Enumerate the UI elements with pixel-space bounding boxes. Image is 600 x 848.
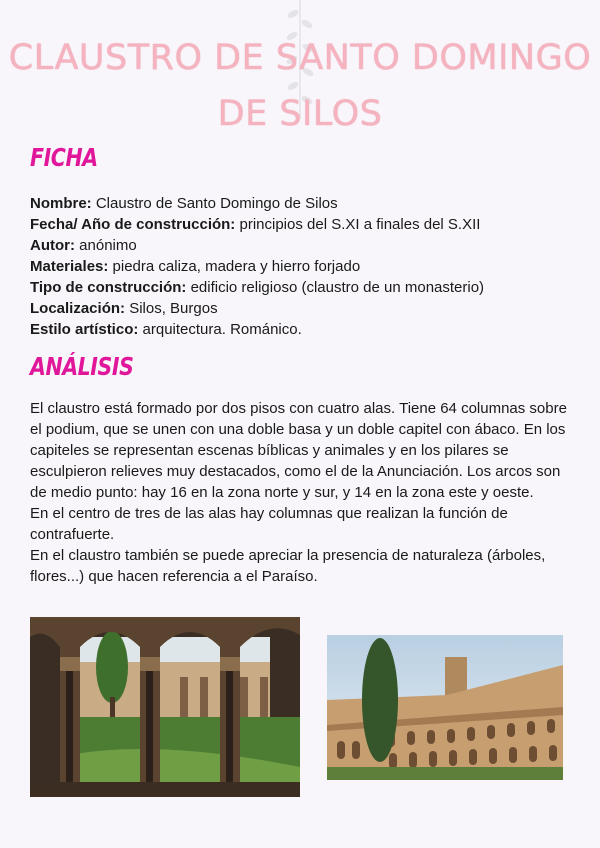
- analisis-paragraph: En el centro de tres de las alas hay columnas que realizan la función de contrafuerte.: [30, 505, 508, 543]
- ficha-row-nombre: [30, 193, 575, 214]
- ficha-value: anónimo: [75, 237, 137, 254]
- analisis-heading: ANÁLISIS: [30, 352, 134, 381]
- ficha-value: arquitectura. Románico.: [138, 321, 302, 338]
- ficha-label: Localización:: [30, 300, 126, 317]
- analisis-paragraph: En el claustro también se puede apreciar la presencia de naturaleza (árboles, flores...) que hacen referencia a el Paraíso.: [30, 547, 546, 585]
- ficha-row-autor: [30, 235, 575, 256]
- ficha-row-fecha: [30, 214, 575, 235]
- ficha-label: Autor:: [30, 237, 75, 254]
- ficha-list: [30, 193, 575, 340]
- ficha-value: Silos, Burgos: [125, 300, 218, 317]
- ficha-label: Nombre:: [30, 195, 92, 212]
- ficha-value: principios del S.XI a finales del S.XII: [235, 216, 481, 233]
- ficha-label: Tipo de construcción:: [30, 279, 187, 296]
- ficha-label: Materiales:: [30, 258, 109, 275]
- cloister-courtyard-photo: [327, 635, 563, 780]
- ficha-row-localizacion: [30, 298, 575, 319]
- ficha-row-materiales: [30, 256, 575, 277]
- ficha-value: edificio religioso (claustro de un monasterio): [186, 279, 485, 296]
- ficha-heading: FICHA: [30, 143, 98, 172]
- ficha-label: Estilo artístico:: [30, 321, 139, 338]
- analisis-paragraph: El claustro está formado por dos pisos con cuatro alas. Tiene 64 columnas sobre el podium, que se unen con una doble basa y un doble capitel con ábaco. En los capiteles se representan escenas bíblicas y animales y en los pilares se esculpieron relieves muy destacados, como el de la Anunciación. Los arcos son de medio punto: hay 16 en la zona norte y sur, y 14 en la zona este y oeste.: [30, 400, 567, 501]
- ficha-label: Fecha/ Año de construcción:: [30, 216, 236, 233]
- cloister-arches-photo: [30, 617, 300, 797]
- analisis-text: [30, 398, 575, 587]
- page-title: CLAUSTRO DE SANTO DOMINGO DE SILOS: [8, 38, 592, 134]
- ficha-row-tipo: [30, 277, 575, 298]
- ficha-value: Claustro de Santo Domingo de Silos: [91, 195, 338, 212]
- ficha-value: piedra caliza, madera y hierro forjado: [108, 258, 361, 275]
- ficha-row-estilo: [30, 319, 575, 340]
